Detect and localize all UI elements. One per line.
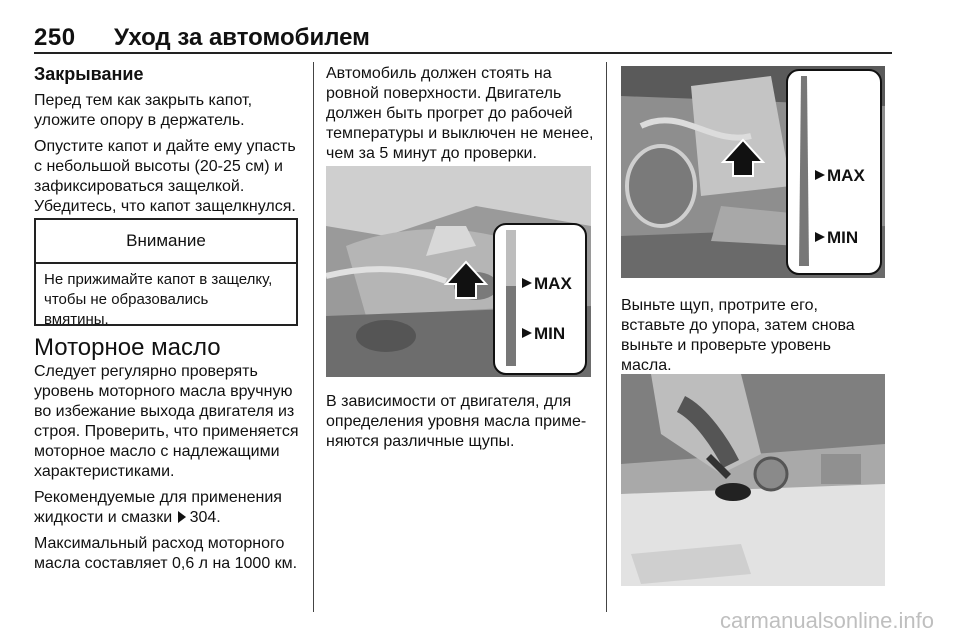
col3-paragraph-1: Выньте щуп, протрите его, вставьте до упора, затем снова выньте и проверьте уровень масла. xyxy=(621,297,855,374)
max-mark-label: MAX xyxy=(827,166,865,185)
oil-paragraph-3: Максимальный расход моторного масла составляет 0,6 л на 1000 км. xyxy=(34,535,298,572)
page-title: Уход за автомобилем xyxy=(114,24,370,51)
page-number: 250 xyxy=(34,24,76,51)
notice-text: Не прижимайте капот в защелку, чтобы не образовались вмятины. xyxy=(44,271,273,328)
engine-dipstick-figure-1 xyxy=(326,166,591,377)
min-mark-label: MIN xyxy=(534,324,566,343)
col2-paragraph-1: Автомобиль должен стоять на ровной поверхности. Двигатель должен быть прогрет до рабочей температуры и выключен не менее, чем за 5 минут до проверки. xyxy=(326,65,594,162)
warning-notice xyxy=(34,218,298,326)
column-1 xyxy=(34,64,304,217)
column-2-lower xyxy=(326,392,598,452)
notice-title: Внимание xyxy=(36,220,296,264)
column-2 xyxy=(326,64,598,164)
max-mark-label: MAX xyxy=(534,274,572,293)
oil-filler-figure xyxy=(621,374,885,586)
section-heading-engine-oil: Моторное масло xyxy=(34,334,221,361)
column-divider-2 xyxy=(606,62,607,612)
engine-photo-2 xyxy=(621,66,885,278)
column-1-lower xyxy=(34,334,304,574)
header-rule xyxy=(34,52,892,54)
min-mark-label: MIN xyxy=(827,228,859,247)
page-reference-link[interactable]: 304. xyxy=(189,509,221,526)
engine-dipstick-figure-2 xyxy=(621,66,885,278)
oil-paragraph-2-text: Рекомендуемые для применения жидкости и смазки xyxy=(34,489,282,526)
page-reference-arrow-icon xyxy=(178,511,186,523)
section-heading-closing: Закрывание xyxy=(34,64,144,84)
column-3 xyxy=(621,296,891,376)
engine-photo-3 xyxy=(621,374,885,586)
column-divider-1 xyxy=(313,62,314,612)
closing-paragraph-1: Перед тем как закрыть капот, уложите опору в держатель. xyxy=(34,92,253,129)
col2-paragraph-2: В зависимости от двигателя, для определения уровня масла приме- няются различные щупы. xyxy=(326,393,587,450)
closing-paragraph-2: Опустите капот и дайте ему упасть с небольшой высоты (20-25 см) и зафиксироваться защелкой. Убедитесь, что капот защелкнулся. xyxy=(34,138,296,215)
watermark: carmanualsonline.info xyxy=(719,608,934,633)
oil-paragraph-1: Следует регулярно проверять уровень моторного масла вручную во избежание выхода двигателя из строя. Проверить, что применяется моторное масло с надлежащими характеристиками. xyxy=(34,363,299,480)
engine-photo-1 xyxy=(326,166,591,377)
oil-paragraph-2 xyxy=(34,488,304,528)
